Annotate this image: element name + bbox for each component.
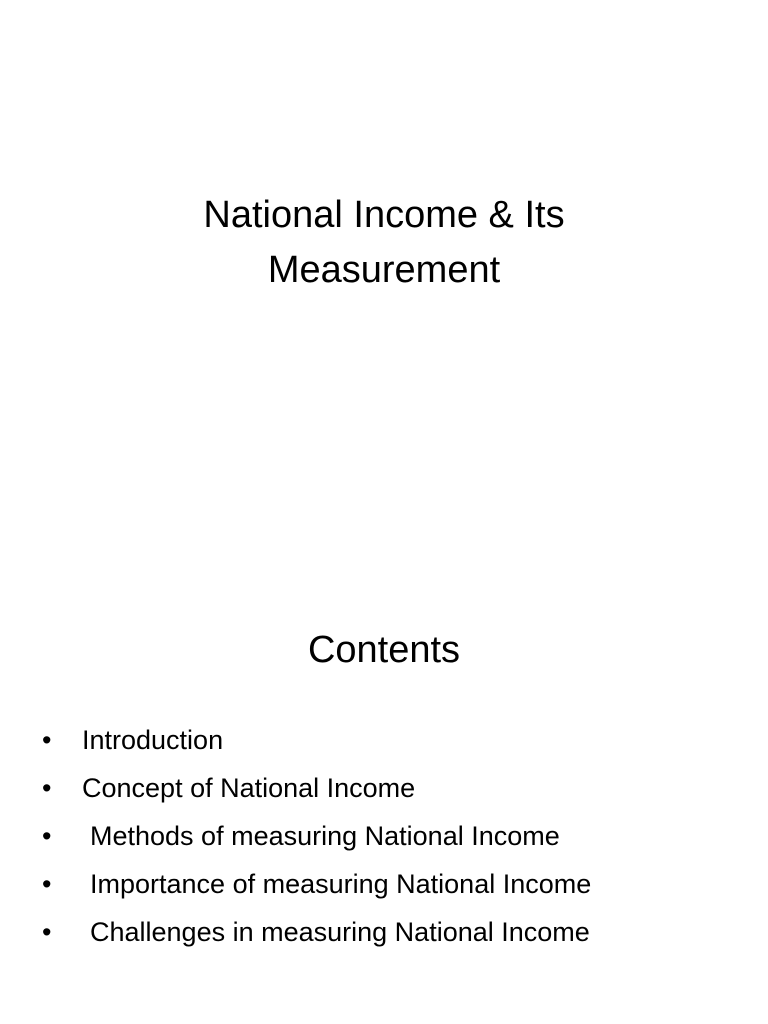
list-item bbox=[42, 908, 742, 956]
bullet-icon: • bbox=[42, 821, 52, 851]
list-item-text: Methods of measuring National Income bbox=[90, 821, 560, 851]
bullet-icon: • bbox=[42, 725, 52, 755]
contents-title: Contents bbox=[307, 629, 461, 671]
list-item bbox=[42, 716, 742, 764]
list-item-text: Concept of National Income bbox=[82, 773, 416, 803]
presentation-title bbox=[0, 188, 768, 298]
title-line-2: Measurement bbox=[267, 249, 501, 291]
list-item bbox=[42, 764, 742, 812]
list-item-text: Challenges in measuring National Income bbox=[90, 917, 590, 947]
list-item-text: Introduction bbox=[82, 725, 224, 755]
bullet-icon: • bbox=[42, 917, 52, 947]
contents-slide bbox=[0, 576, 768, 1024]
contents-list bbox=[42, 716, 742, 956]
list-item bbox=[42, 860, 742, 908]
bullet-icon: • bbox=[42, 773, 52, 803]
list-item-text: Importance of measuring National Income bbox=[90, 869, 592, 899]
title-line-1: National Income & Its bbox=[203, 194, 565, 236]
bullet-icon: • bbox=[42, 869, 52, 899]
list-item bbox=[42, 812, 742, 860]
